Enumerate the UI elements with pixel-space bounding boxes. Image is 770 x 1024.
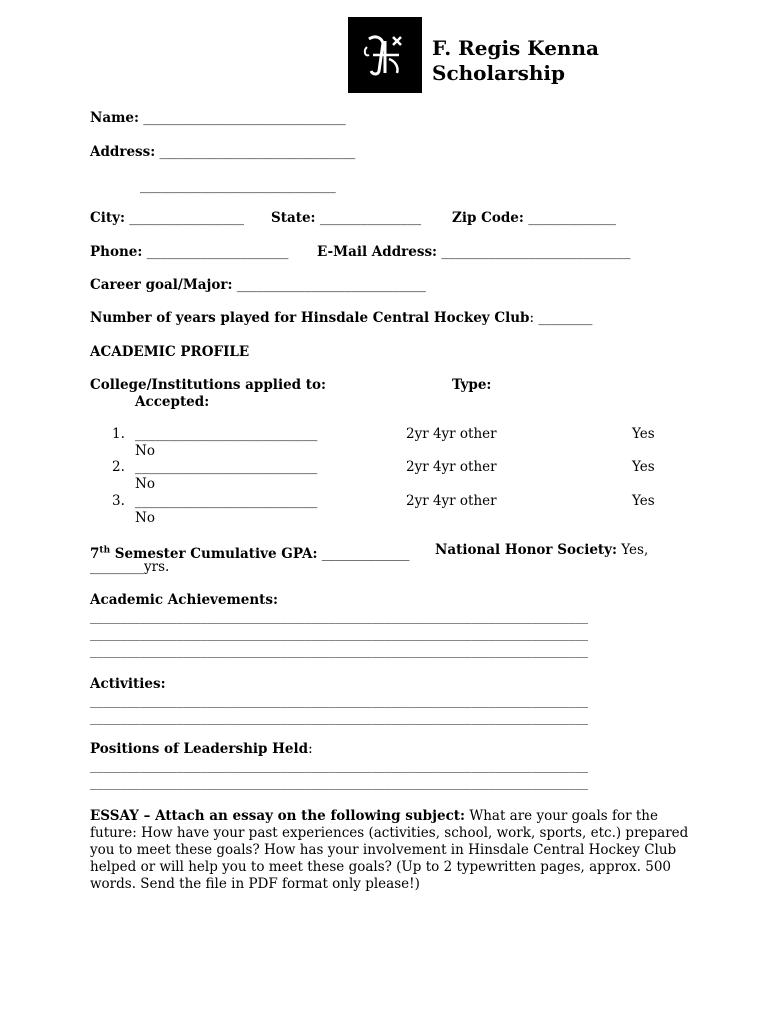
accepted-yes-option[interactable]: Yes: [632, 426, 655, 442]
title-line-2: Scholarship: [432, 61, 565, 85]
email-field[interactable]: ____________________________: [441, 244, 631, 260]
gpa-field[interactable]: _____________: [321, 545, 410, 562]
accepted-no-option[interactable]: No: [135, 510, 155, 526]
phone-field[interactable]: _____________________: [146, 244, 289, 260]
essay-text: What are your goals for the future: How have your past experiences (activities, school, work, sports, etc.) prepared you to meet these goals? How has your involvement in Hinsdale Central Hockey Club helped or will help you to meet these goals? (Up to 2 typewritten pages, approx. 500 words. Send the file in PDF format only please!): [90, 808, 689, 892]
city-field[interactable]: _________________: [129, 210, 244, 226]
zip-row: [452, 210, 616, 227]
accepted-yes-option[interactable]: Yes: [632, 493, 655, 509]
nhs-row: [435, 542, 648, 559]
leadership-colon: :: [308, 741, 313, 757]
name-label: Name:: [90, 110, 139, 126]
college-type-options[interactable]: 2yr 4yr other: [406, 426, 497, 442]
address-line-2-field[interactable]: _____________________________: [140, 178, 336, 194]
college-label: College/Institutions applied to:: [90, 377, 327, 393]
gpa-label-superscript: th: [99, 545, 111, 555]
college-field[interactable]: ___________________________: [135, 459, 318, 475]
state-row: [271, 210, 421, 227]
career-field[interactable]: ____________________________: [236, 277, 426, 293]
years-field[interactable]: ________: [538, 310, 593, 326]
city-row: [90, 210, 244, 227]
college-type-options[interactable]: 2yr 4yr other: [406, 459, 497, 475]
gpa-label-number: 7: [90, 545, 100, 562]
years-row: [90, 310, 592, 327]
address-field[interactable]: _____________________________: [159, 144, 356, 160]
gpa-label-text: Semester Cumulative GPA:: [110, 545, 318, 562]
leadership-line-field[interactable]: _________________________________________________________________________________: [90, 759, 589, 773]
email-row: [317, 244, 630, 261]
college-row-number: 2.: [112, 459, 125, 475]
career-row: [90, 277, 426, 294]
email-label: E-Mail Address:: [317, 244, 438, 260]
academic-profile-heading: ACADEMIC PROFILE: [90, 344, 250, 360]
years-label: Number of years played for Hinsdale Central Hockey Club: [90, 310, 530, 326]
accepted-no-option[interactable]: No: [135, 443, 155, 459]
nhs-label: National Honor Society:: [435, 542, 617, 558]
hockey-club-logo: [348, 17, 422, 93]
achievements-line-field[interactable]: _________________________________________________________________________________: [90, 627, 589, 641]
phone-row: [90, 244, 288, 261]
nhs-yes-option[interactable]: Yes,: [621, 542, 649, 558]
college-type-options[interactable]: 2yr 4yr other: [406, 493, 497, 509]
years-colon: :: [529, 310, 535, 326]
essay-instructions: [90, 808, 690, 893]
leadership-label: Positions of Leadership Held: [90, 741, 309, 757]
achievements-label: Academic Achievements:: [90, 592, 278, 608]
accepted-label: Accepted:: [135, 394, 210, 410]
career-label: Career goal/Major:: [90, 277, 233, 293]
achievements-line-field[interactable]: _________________________________________________________________________________: [90, 644, 589, 658]
college-field[interactable]: ___________________________: [135, 426, 318, 442]
leadership-row: [90, 741, 313, 758]
accepted-yes-option[interactable]: Yes: [632, 459, 655, 475]
college-field[interactable]: ___________________________: [135, 493, 318, 509]
logo-emblem-icon: [355, 25, 415, 85]
activities-line-field[interactable]: _________________________________________________________________________________: [90, 711, 589, 725]
city-label: City:: [90, 210, 125, 226]
zip-field[interactable]: _____________: [528, 210, 616, 226]
phone-label: Phone:: [90, 244, 143, 260]
accepted-no-option[interactable]: No: [135, 476, 155, 492]
name-row: [90, 110, 346, 127]
essay-label: ESSAY – Attach an essay on the following subject:: [90, 808, 466, 824]
type-label: Type:: [452, 377, 492, 393]
name-field[interactable]: ______________________________: [143, 110, 346, 126]
address-label: Address:: [90, 144, 156, 160]
state-field[interactable]: _______________: [319, 210, 422, 226]
nhs-years-field[interactable]: ________yrs.: [90, 559, 170, 575]
title-line-1: F. Regis Kenna: [432, 36, 599, 60]
college-row-number: 3.: [112, 493, 125, 509]
state-label: State:: [271, 210, 316, 226]
zip-label: Zip Code:: [452, 210, 524, 226]
leadership-line-field[interactable]: _________________________________________________________________________________: [90, 776, 589, 790]
activities-line-field[interactable]: _________________________________________________________________________________: [90, 694, 589, 708]
college-row-number: 1.: [112, 426, 125, 442]
address-row: [90, 144, 355, 161]
activities-label: Activities:: [90, 676, 166, 692]
achievements-line-field[interactable]: _________________________________________________________________________________: [90, 610, 589, 624]
page-title: [432, 36, 599, 86]
